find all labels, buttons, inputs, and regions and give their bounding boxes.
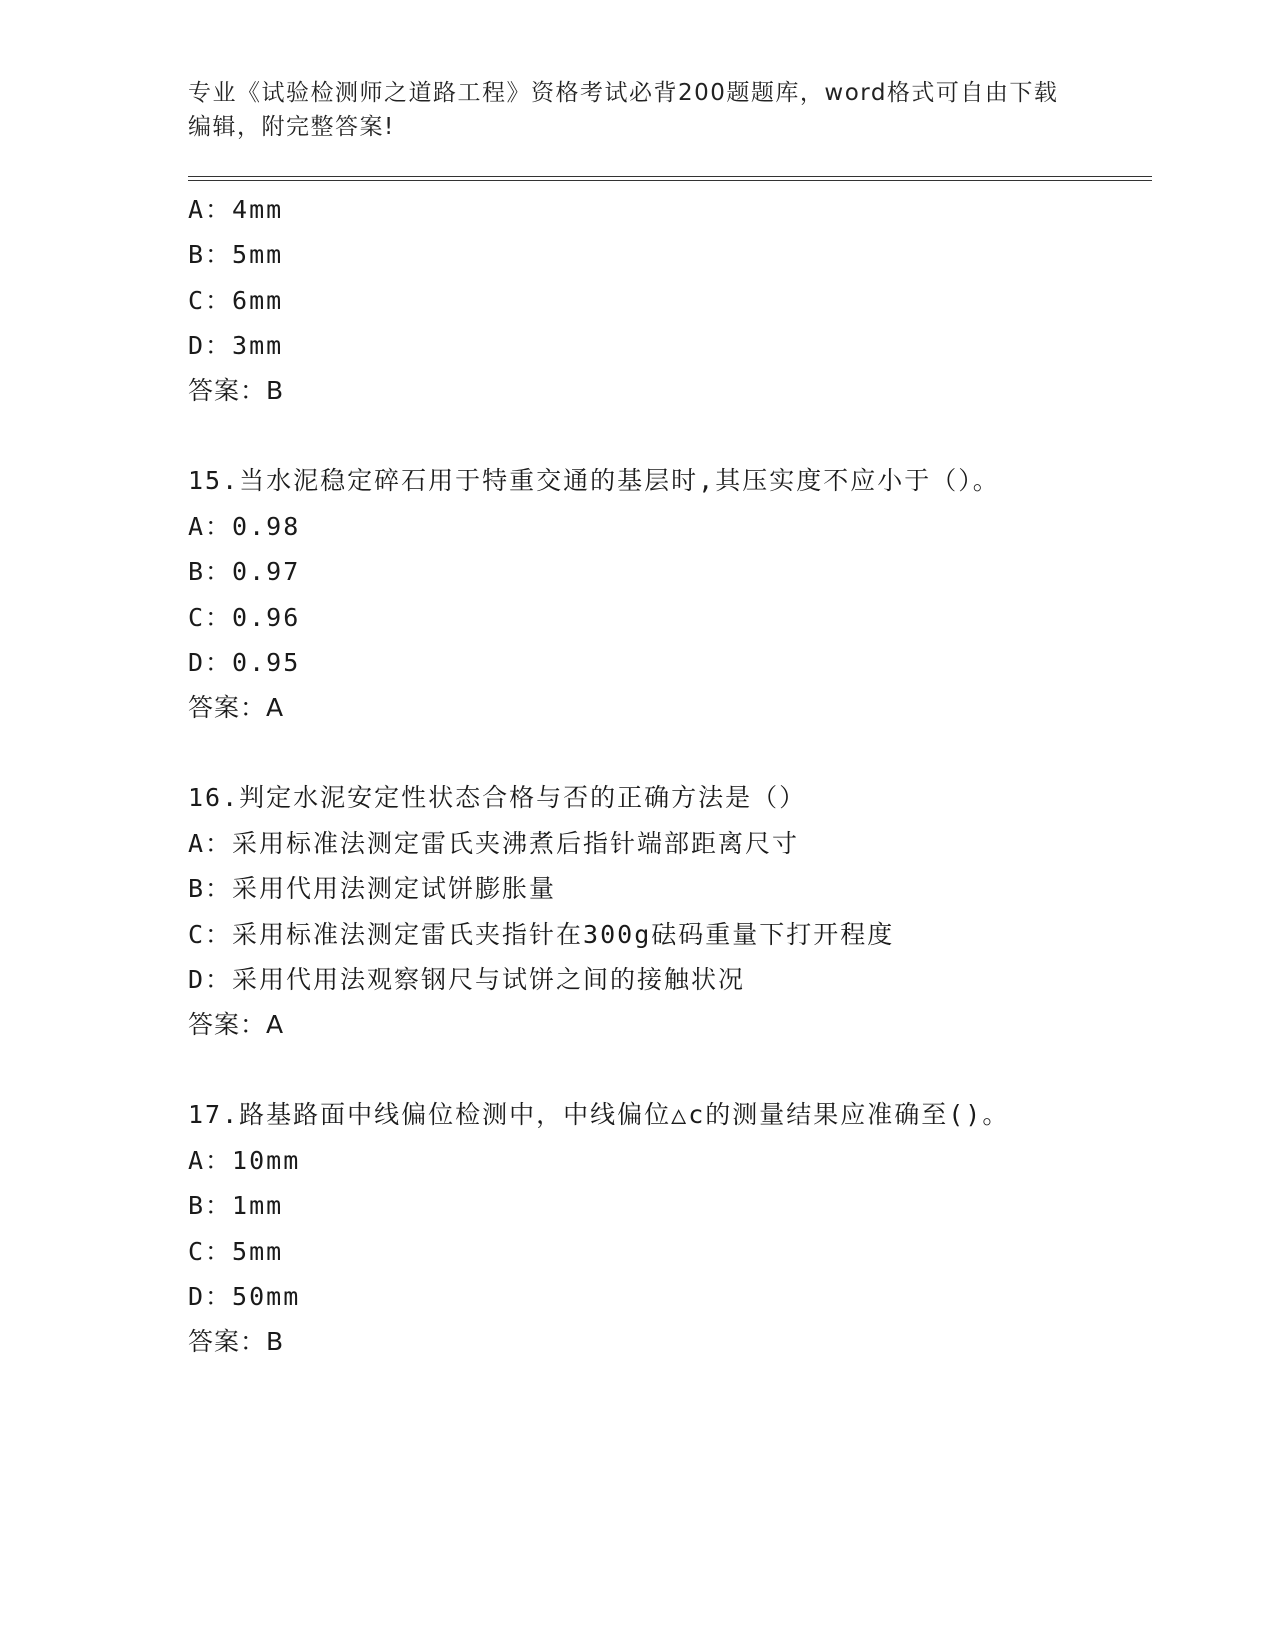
q14-option-a: A：4mm — [188, 195, 284, 224]
q16-option-c: C：采用标准法测定雷氏夹指针在300g砝码重量下打开程度 — [188, 920, 895, 949]
header-line-1: 专业《试验检测师之道路工程》资格考试必背200题题库，word格式可自由下载 — [188, 80, 1059, 106]
q17-option-a: A：10mm — [188, 1146, 301, 1175]
q15-option-b: B：0.97 — [188, 557, 301, 586]
q15-question: 15.当水泥稳定碎石用于特重交通的基层时,其压实度不应小于（）。 — [188, 466, 1000, 495]
q16-option-b: B：采用代用法测定试饼膨胀量 — [188, 874, 557, 903]
q15-answer: 答案：A — [188, 693, 285, 722]
header-rule-bottom — [188, 180, 1152, 181]
q14-option-c: C：6mm — [188, 286, 284, 315]
q14-option-b: B：5mm — [188, 240, 284, 269]
q17-answer: 答案：B — [188, 1327, 285, 1356]
q15-option-c: C：0.96 — [188, 603, 301, 632]
header-line-2: 编辑，附完整答案! — [188, 114, 395, 140]
q14-option-d: D：3mm — [188, 331, 284, 360]
document-header — [188, 76, 1088, 144]
q17-option-d: D：50mm — [188, 1282, 301, 1311]
q17-option-c: C：5mm — [188, 1237, 284, 1266]
q16-option-d: D：采用代用法观察钢尺与试饼之间的接触状况 — [188, 965, 746, 994]
q16-answer: 答案：A — [188, 1010, 285, 1039]
q15-option-d: D：0.95 — [188, 648, 301, 677]
q15-option-a: A：0.98 — [188, 512, 301, 541]
header-rule-top — [188, 176, 1152, 177]
q16-option-a: A：采用标准法测定雷氏夹沸煮后指针端部距离尺寸 — [188, 829, 800, 858]
q17-question: 17.路基路面中线偏位检测中，中线偏位△c的测量结果应准确至()。 — [188, 1100, 1010, 1129]
q16-question: 16.判定水泥安定性状态合格与否的正确方法是（） — [188, 783, 807, 812]
q14-answer: 答案：B — [188, 376, 285, 405]
q17-option-b: B：1mm — [188, 1191, 284, 1220]
